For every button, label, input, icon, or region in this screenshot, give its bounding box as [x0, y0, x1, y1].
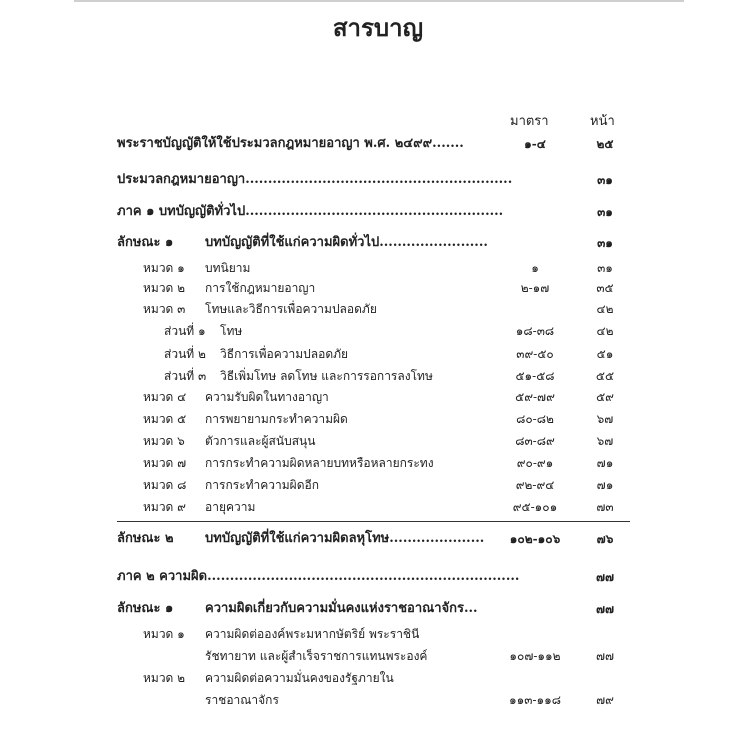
toc-entry[interactable] — [0, 258, 756, 278]
entry-label: ความผิดต่อองค์พระมหากษัตริย์ พระราชินี — [205, 627, 420, 641]
toc-entry[interactable] — [0, 668, 756, 688]
entry-page: ๗๙ — [596, 693, 614, 707]
entry-page: ๖๗ — [596, 434, 614, 448]
entry-prefix: ส่วนที่ ๑ — [164, 324, 206, 338]
entry-prefix: หมวด ๒ — [143, 671, 186, 685]
entry-prefix: หมวด ๔ — [143, 390, 187, 404]
toc-entry[interactable] — [0, 409, 756, 429]
toc-entry[interactable] — [0, 387, 756, 407]
entry-sections: ๑๐๒-๑๐๖ — [509, 532, 561, 546]
entry-prefix: หมวด ๒ — [143, 281, 186, 295]
entry-prefix: หมวด ๑ — [143, 627, 185, 641]
entry-page: ๖๗ — [596, 412, 614, 426]
entry-sections: ๑-๔ — [524, 137, 546, 151]
entry-page: ๕๙ — [596, 390, 614, 404]
entry-prefix: ลักษณะ ๑ — [117, 235, 174, 250]
entry-sections: ๒-๑๗ — [520, 281, 550, 295]
toc-entry[interactable] — [0, 278, 756, 298]
section-divider — [117, 521, 630, 522]
toc-entry[interactable] — [0, 170, 756, 190]
entry-sections: ๑ — [531, 261, 539, 275]
entry-page: ๗๓ — [596, 500, 614, 514]
entry-label: พระราชบัญญัติให้ใช้ประมวลกฎหมายอาญา พ.ศ. ๒๔๙๙....... — [117, 136, 464, 151]
toc-entry[interactable] — [0, 529, 756, 549]
entry-prefix: หมวด ๘ — [143, 478, 187, 492]
toc-entry[interactable] — [0, 599, 756, 619]
entry-page: ๗๑ — [596, 478, 614, 492]
entry-sections: ๕๑-๕๘ — [515, 369, 555, 383]
toc-entry[interactable] — [0, 299, 756, 319]
entry-page: ๓๑ — [597, 173, 613, 187]
entry-label: ราชอาณาจักร — [205, 693, 279, 707]
toc-entry[interactable] — [0, 134, 756, 154]
entry-label: การกระทำความผิดอีก — [205, 478, 319, 492]
entry-sections: ๕๙-๗๙ — [515, 390, 555, 404]
column-header-page: หน้า — [590, 114, 615, 129]
page-title: สารบาญ — [332, 13, 424, 42]
toc-entry[interactable] — [0, 431, 756, 451]
entry-page: ๓๕ — [596, 281, 614, 295]
top-border — [74, 0, 684, 2]
toc-entry[interactable] — [0, 690, 756, 710]
entry-prefix: หมวด ๑ — [143, 261, 185, 275]
entry-page: ๕๑ — [596, 347, 614, 361]
toc-entry[interactable] — [0, 646, 756, 666]
entry-sections: ๙๒-๙๔ — [515, 478, 555, 492]
entry-page: ๗๖ — [596, 532, 614, 546]
entry-sections: ๘๐-๘๒ — [516, 412, 554, 426]
toc-entry[interactable] — [0, 344, 756, 364]
entry-page: ๗๗ — [595, 649, 615, 663]
entry-page: ๕๕ — [595, 369, 615, 383]
entry-prefix: ส่วนที่ ๒ — [164, 347, 206, 361]
entry-prefix: หมวด ๖ — [143, 434, 185, 448]
entry-label: โทษและวิธีการเพื่อความปลอดภัย — [205, 302, 377, 316]
entry-prefix: ส่วนที่ ๓ — [164, 369, 207, 383]
entry-label: บทนิยาม — [205, 261, 251, 275]
entry-sections: ๙๐-๙๑ — [516, 456, 554, 470]
toc-entry[interactable] — [0, 497, 756, 517]
toc-entry[interactable] — [0, 202, 756, 222]
entry-sections: ๘๓-๘๙ — [515, 434, 555, 448]
entry-page: ๔๒ — [596, 302, 614, 316]
entry-page: ๓๑ — [597, 236, 613, 250]
entry-page: ๗๗ — [595, 602, 615, 616]
entry-label: ภาค ๒ ความผิด..................................................................... — [117, 569, 520, 584]
toc-entry[interactable] — [0, 475, 756, 495]
entry-label: ความรับผิดในทางอาญา — [205, 390, 329, 404]
entry-label: รัชทายาท และผู้สำเร็จราชการแทนพระองค์ — [205, 649, 428, 663]
toc-entry[interactable] — [0, 321, 756, 341]
toc-entry[interactable] — [0, 624, 756, 644]
entry-page: ๓๑ — [597, 205, 613, 219]
entry-prefix: หมวด ๓ — [143, 302, 186, 316]
entry-sections: ๓๙-๕๐ — [516, 347, 554, 361]
entry-prefix: หมวด ๕ — [143, 412, 187, 426]
entry-label: ประมวลกฎหมายอาญา........................................................... — [117, 172, 513, 187]
entry-prefix: ลักษณะ ๑ — [117, 601, 174, 616]
entry-prefix: หมวด ๗ — [143, 456, 187, 470]
entry-sections: ๑๘-๓๘ — [515, 324, 555, 338]
entry-page: ๗๗ — [595, 570, 615, 584]
entry-label: การใช้กฎหมายอาญา — [205, 281, 316, 295]
entry-label: วิธีเพิ่มโทษ ลดโทษ และการรอการลงโทษ — [220, 369, 433, 383]
toc-entry[interactable] — [0, 567, 756, 587]
column-header-section: มาตรา — [510, 114, 549, 129]
entry-label: ภาค ๑ บทบัญญัติทั่วไป......................................................... — [117, 204, 504, 219]
entry-sections: ๑๐๗-๑๑๒ — [509, 649, 561, 663]
entry-label: วิธีการเพื่อความปลอดภัย — [220, 347, 349, 361]
entry-label: ความผิดเกี่ยวกับความมั่นคงแห่งราชอาณาจักร... — [205, 601, 478, 616]
entry-page: ๒๕ — [596, 137, 614, 151]
entry-page: ๔๒ — [596, 324, 614, 338]
entry-label: อายุความ — [205, 500, 256, 514]
entry-label: การกระทำความผิดหลายบทหรือหลายกระทง — [205, 456, 434, 470]
entry-label: ความผิดต่อความมั่นคงของรัฐภายใน — [205, 671, 394, 685]
toc-entry[interactable] — [0, 453, 756, 473]
entry-prefix: ลักษณะ ๒ — [117, 531, 174, 546]
entry-label: บทบัญญัติที่ใช้แก่ความผิดลหุโทษ..................... — [205, 531, 485, 546]
entry-label: โทษ — [220, 324, 243, 338]
entry-label: บทบัญญัติที่ใช้แก่ความผิดทั่วไป........................ — [205, 235, 488, 250]
entry-page: ๓๑ — [597, 261, 613, 275]
entry-sections: ๑๑๓-๑๑๘ — [509, 693, 561, 707]
entry-prefix: หมวด ๙ — [143, 500, 186, 514]
entry-label: การพยายามกระทำความผิด — [205, 412, 348, 426]
entry-label: ตัวการและผู้สนับสนุน — [205, 434, 316, 448]
toc-entry[interactable] — [0, 233, 756, 253]
toc-entry[interactable] — [0, 366, 756, 386]
entry-page: ๗๑ — [596, 456, 614, 470]
entry-sections: ๙๕-๑๐๑ — [512, 500, 558, 514]
